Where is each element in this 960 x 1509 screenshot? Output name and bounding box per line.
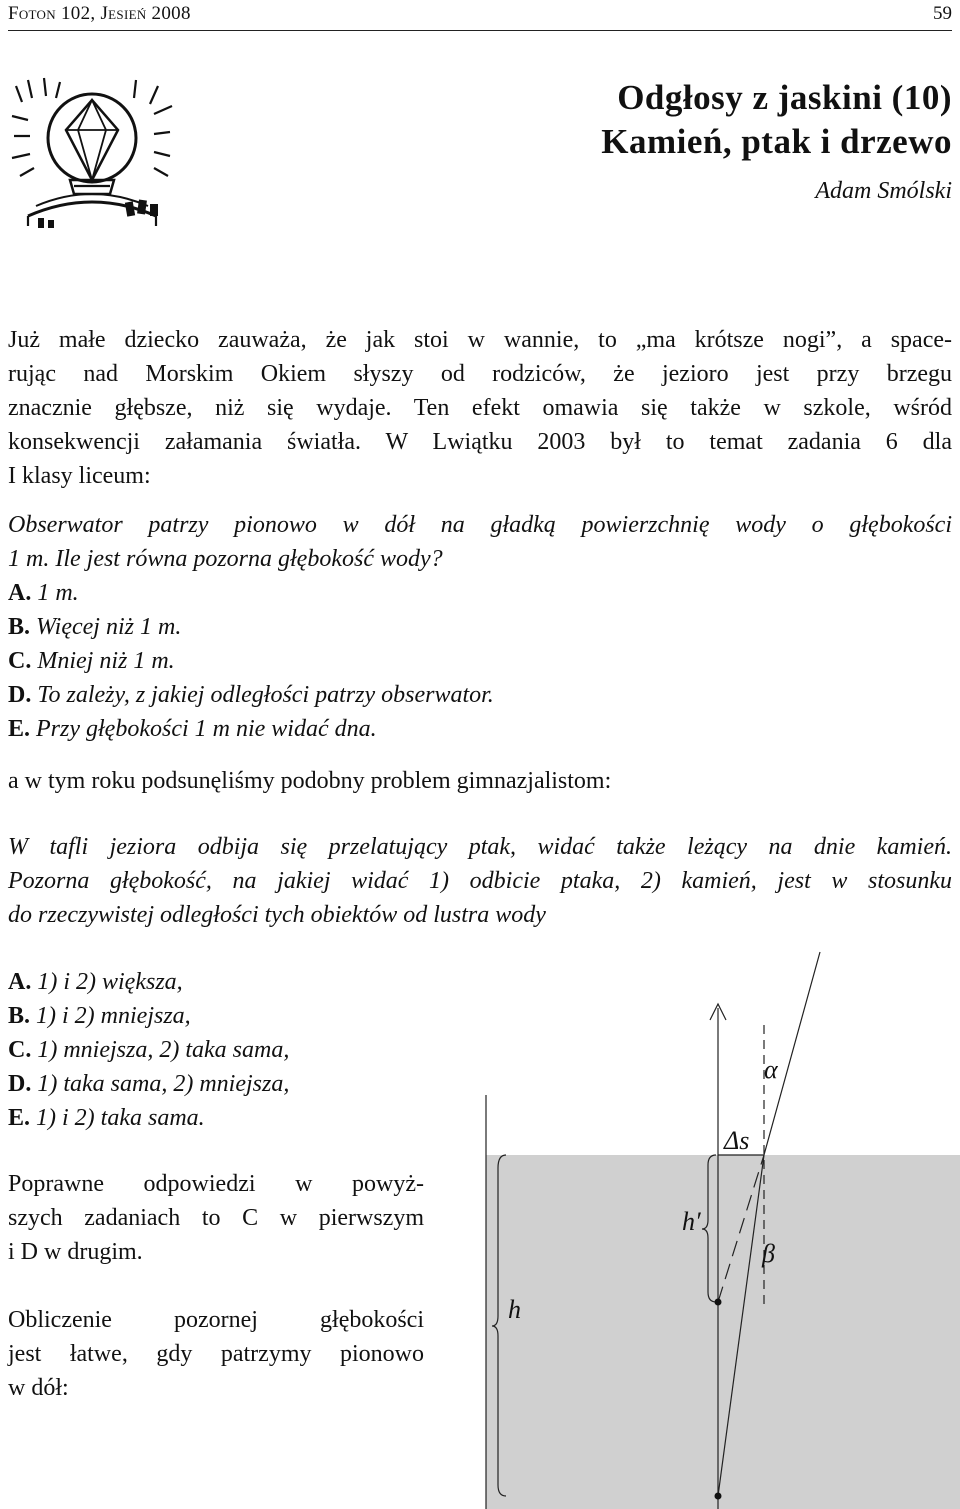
option-text: To zależy, z jakiej odległości patrzy obserwator. <box>31 682 494 708</box>
text-line: do rzeczywistej odległości tych obiektów od lustra wody <box>8 902 546 928</box>
text-line: Obliczenie pozornej głębokości <box>8 1307 424 1333</box>
text-line: w dół: <box>8 1375 69 1401</box>
problem1-option <box>8 610 181 644</box>
problem2-option <box>8 1033 289 1067</box>
text-line: Poprawne odpowiedzi w powyż- <box>8 1171 424 1197</box>
option-letter: A. <box>8 969 32 995</box>
text-line: konsekwencji załamania światła. W Lwiątku 2003 był to temat zadania 6 dla <box>8 429 952 455</box>
article-title-line1: Odgłosy z jaskini (10) <box>617 78 952 117</box>
label-alpha: α <box>764 1055 778 1084</box>
option-letter: E. <box>8 716 31 742</box>
apparent-stone-point <box>715 1299 722 1306</box>
option-text: 1) i 2) mniejsza, <box>30 1003 191 1029</box>
text-line: Pozorna głębokość, na jakiej widać 1) odbicie ptaka, 2) kamień, jest w stosunku <box>8 868 952 894</box>
problem1-option <box>8 644 175 678</box>
problem2-option <box>8 1101 205 1135</box>
running-header <box>8 0 952 31</box>
text-line: i D w drugim. <box>8 1239 143 1265</box>
text-line: jest łatwe, gdy patrzymy pionowo <box>8 1341 424 1367</box>
problem2-option <box>8 1067 289 1101</box>
transition-text: a w tym roku podsunęliśmy podobny problem gimnazjalistom: <box>8 768 612 794</box>
option-letter: B. <box>8 1003 31 1029</box>
text-line: szych zadaniach to C w pierwszym <box>8 1205 424 1231</box>
option-text: 1 m. <box>31 580 79 606</box>
option-text: Więcej niż 1 m. <box>30 614 182 640</box>
text-line: 1 m. Ile jest równa pozorna głębokość wody? <box>8 546 443 572</box>
label-beta: β <box>762 1239 775 1268</box>
option-text: Przy głębokości 1 m nie widać dna. <box>30 716 377 742</box>
label-h-prime: h′ <box>682 1207 701 1236</box>
journal-issue: Foton 102, Jesień 2008 <box>8 3 191 24</box>
label-h: h <box>508 1295 521 1324</box>
option-text: 1) taka sama, 2) mniejsza, <box>31 1071 290 1097</box>
option-letter: C. <box>8 648 32 674</box>
text-line: znacznie głębsze, niż się wydaje. Ten efekt omawia się także w szkole, wśród <box>8 395 952 421</box>
option-letter: D. <box>8 682 32 708</box>
refraction-diagram <box>470 940 960 1509</box>
problem1-option <box>8 576 79 610</box>
option-text: Mniej niż 1 m. <box>31 648 175 674</box>
text-line: rując nad Morskim Okiem słyszy od rodziców, że jezioro jest przy brzegu <box>8 361 952 387</box>
text-line: Obserwator patrzy pionowo w dół na gładką powierzchnię wody o głębokości <box>8 512 952 538</box>
calculation-paragraph <box>8 1303 424 1405</box>
answer-paragraph <box>8 1167 424 1269</box>
problem2-statement <box>8 830 952 932</box>
label-delta-s: Δs <box>724 1126 750 1155</box>
option-text: 1) mniejsza, 2) taka sama, <box>31 1037 290 1063</box>
refracted-ray-air <box>764 952 820 1155</box>
option-letter: C. <box>8 1037 32 1063</box>
option-letter: D. <box>8 1071 32 1097</box>
intro-paragraph <box>8 323 952 493</box>
text-line: Już małe dziecko zauważa, że jak stoi w wannie, to „ma krótsze nogi”, a space- <box>8 327 952 353</box>
option-letter: B. <box>8 614 31 640</box>
problem2-option <box>8 999 191 1033</box>
page-number: 59 <box>933 3 952 24</box>
text-line: I klasy liceum: <box>8 463 151 489</box>
option-letter: A. <box>8 580 32 606</box>
option-letter: E. <box>8 1105 31 1131</box>
author-name: Adam Smólski <box>815 178 952 204</box>
problem1-option <box>8 712 377 746</box>
article-title-line2: Kamień, ptak i drzewo <box>601 122 952 161</box>
lightbulb-book-logo <box>8 76 176 234</box>
problem1-statement <box>8 508 952 576</box>
problem2-option <box>8 965 183 999</box>
option-text: 1) i 2) większa, <box>31 969 183 995</box>
text-line: W tafli jeziora odbija się przelatujący ptak, widać także leżący na dnie kamień. <box>8 834 952 860</box>
option-text: 1) i 2) taka sama. <box>30 1105 205 1131</box>
problem1-option <box>8 678 494 712</box>
stone-point <box>715 1493 722 1500</box>
